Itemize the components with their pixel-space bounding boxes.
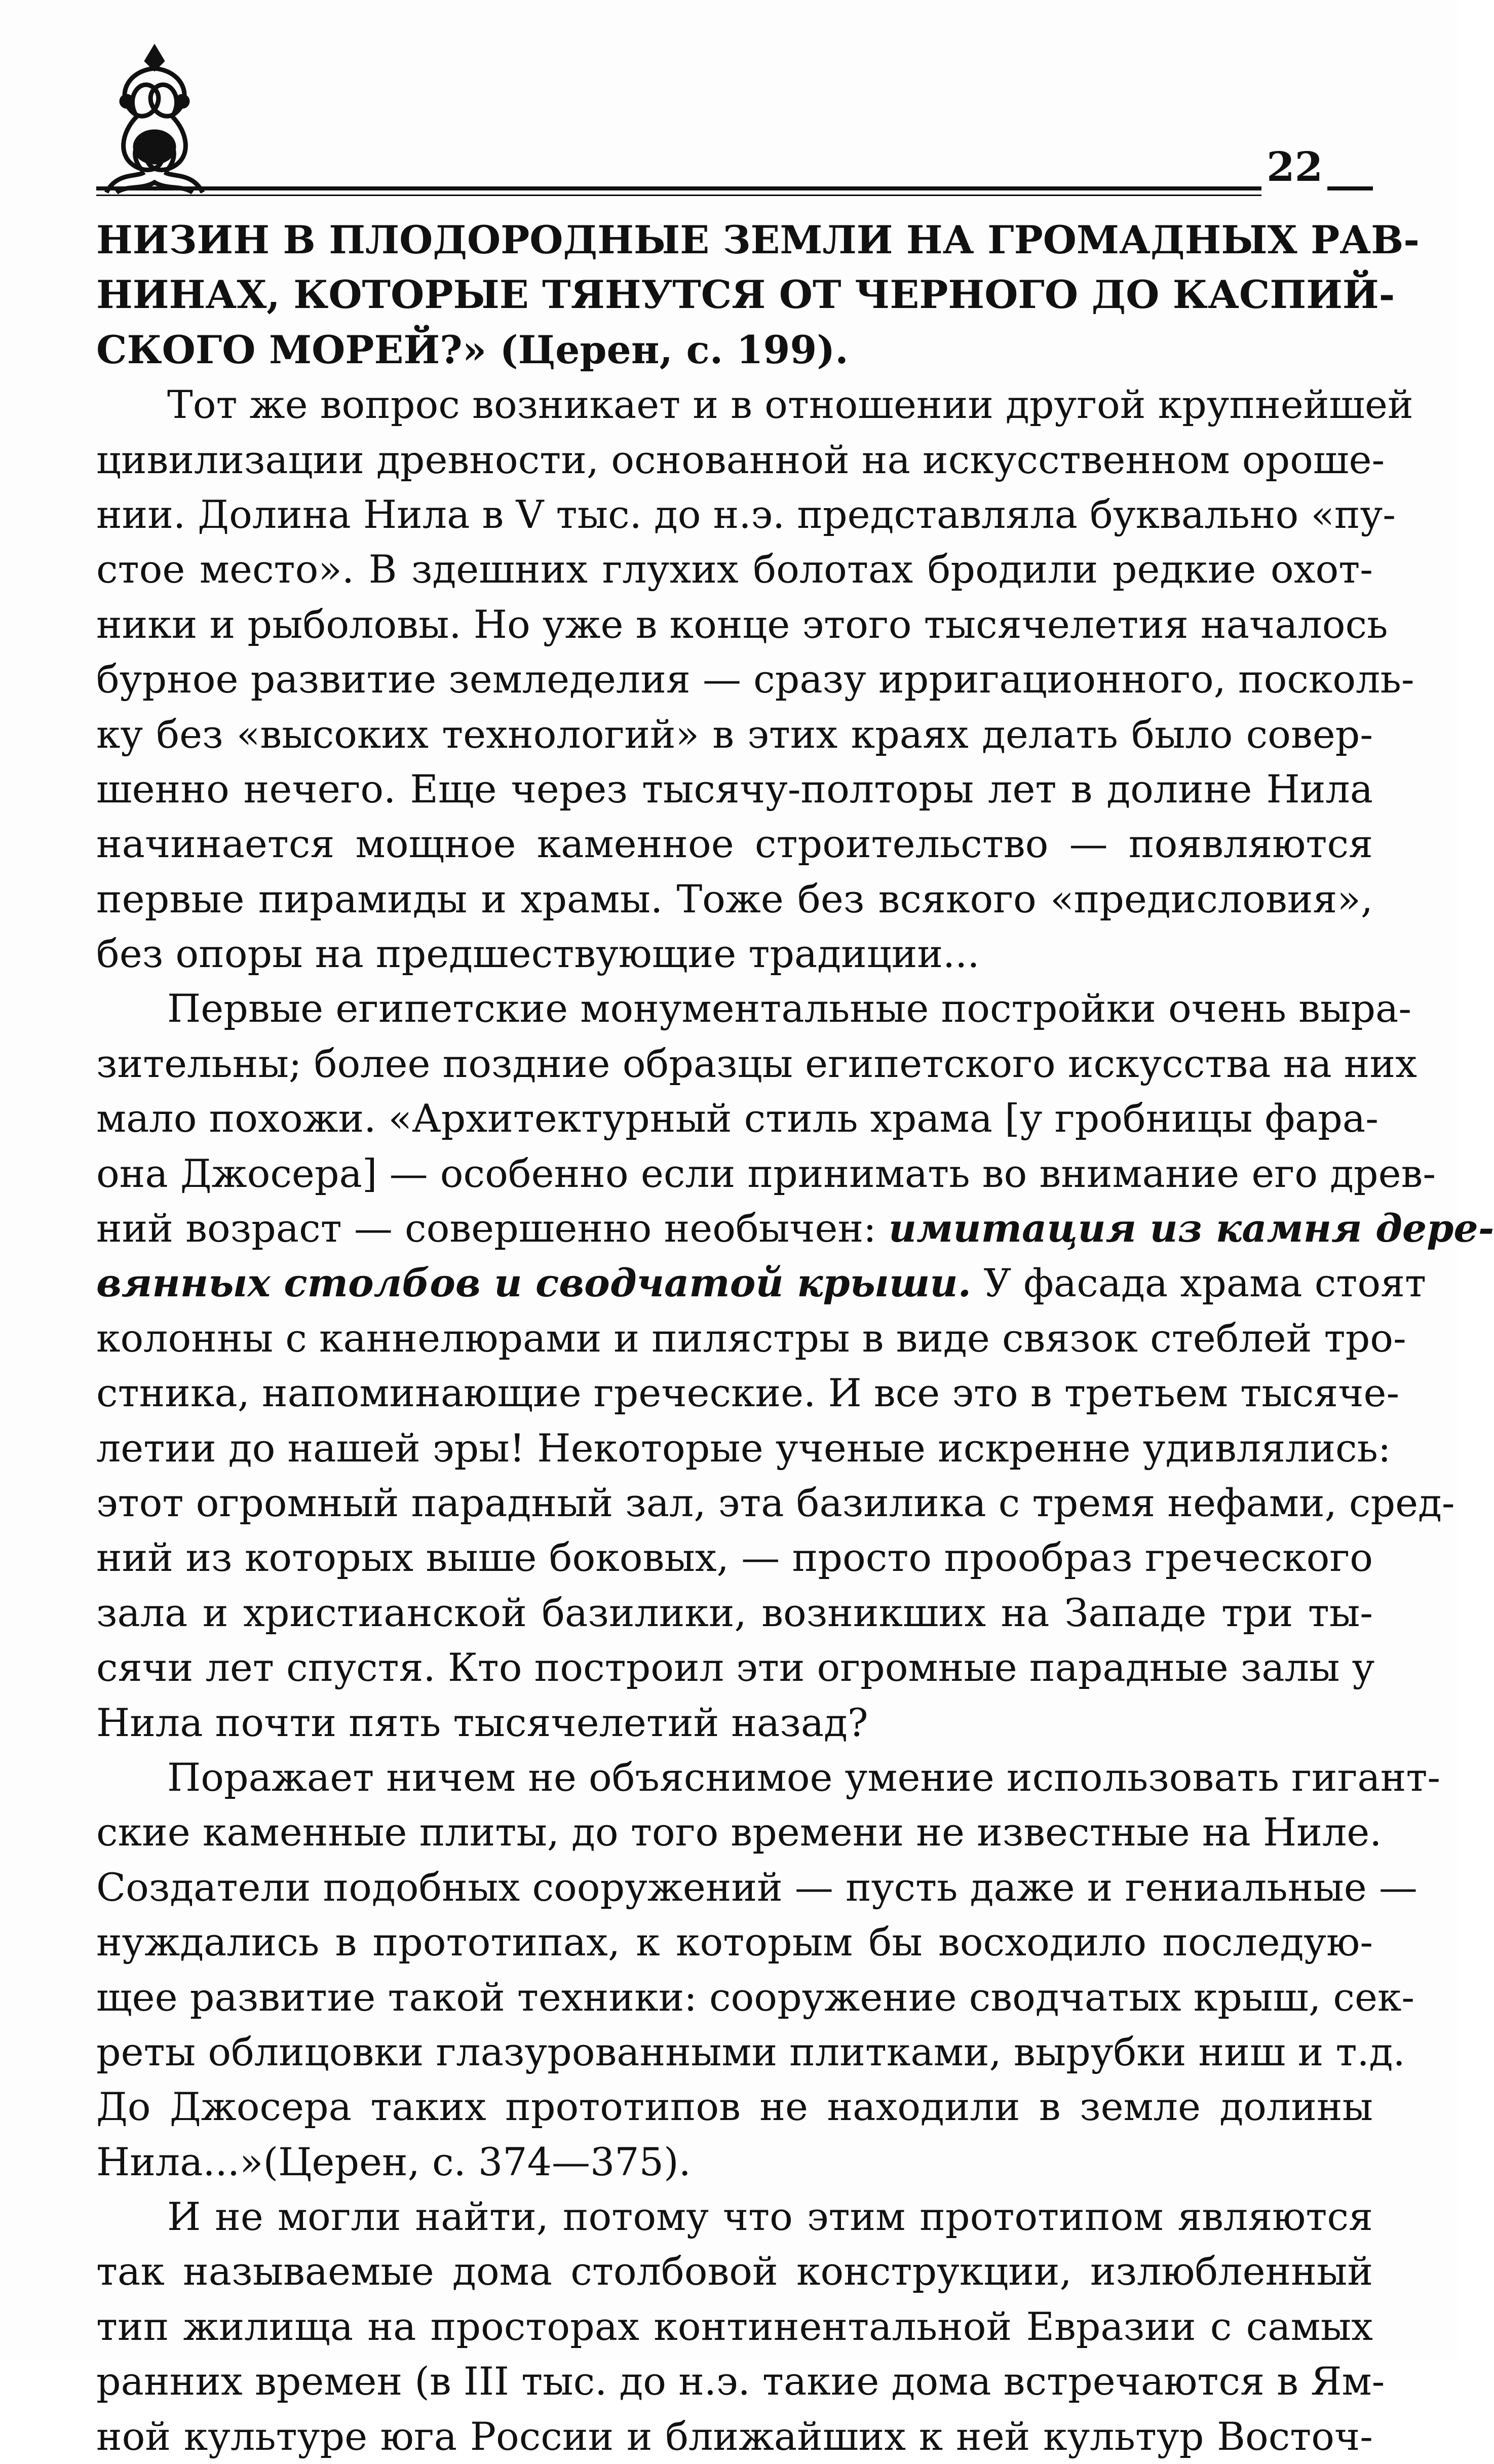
text-segment: ранних времен (в III тыс. до н.э. такие дома встречаются в Ям- bbox=[96, 2359, 1385, 2404]
text-segment: НИНАХ, КОТОРЫЕ ТЯНУТСЯ ОТ ЧЕРНОГО ДО КАСПИЙ- bbox=[96, 272, 1395, 318]
text-line bbox=[96, 2299, 1373, 2354]
text-line bbox=[96, 1256, 1427, 1311]
text-segment: стое место». В здешних глухих болотах бродили редкие охот- bbox=[96, 547, 1373, 592]
text-segment: ний из которых выше боковых, — просто прообраз греческого bbox=[96, 1535, 1373, 1581]
text-segment: ские каменные плиты, до того времени не известные на Ниле. bbox=[96, 1809, 1382, 1855]
text-segment: сячи лет спустя. Кто построил эти огромные парадные залы у bbox=[96, 1645, 1375, 1690]
text-line bbox=[96, 433, 1385, 487]
text-segment: зительны; более поздние образцы египетского искусства на них bbox=[96, 1041, 1417, 1086]
text-segment: ной культуре юга России и ближайших к ней культур Восточ- bbox=[96, 2413, 1373, 2459]
text-line bbox=[96, 1036, 1417, 1091]
text-segment: нии. Долина Нила в V тыс. до н.э. представляла буквально «пу- bbox=[96, 491, 1396, 537]
text-segment: зала и христианской базилики, возникших на Западе три ты- bbox=[96, 1590, 1373, 1635]
text-segment: ний возраст — совершенно необычен: bbox=[96, 1206, 889, 1251]
text-line bbox=[96, 2025, 1405, 2080]
text-line bbox=[96, 1970, 1415, 2025]
text-segment: начинается мощное каменное строительство — появляются bbox=[96, 821, 1373, 867]
text-segment: ники и рыболовы. Но уже в конце этого тысячелетия началось bbox=[96, 601, 1388, 647]
text-line bbox=[96, 1860, 1418, 1915]
text-segment: И не могли найти, потому что этим прототипом являются bbox=[167, 2194, 1373, 2240]
text-segment: Первые египетские монументальные постройки очень выра- bbox=[167, 986, 1412, 1031]
text-segment: До Джосера таких прототипов не находили в земле долины bbox=[96, 2084, 1373, 2130]
celtic-knot-ornament-icon bbox=[96, 41, 213, 203]
text-segment: Нила...»(Церен, с. 374—375). bbox=[96, 2139, 691, 2184]
header-rule-thin bbox=[96, 195, 1261, 196]
text-line bbox=[96, 1805, 1382, 1860]
text-line bbox=[96, 597, 1388, 652]
text-line bbox=[96, 762, 1373, 817]
text-line bbox=[96, 1311, 1406, 1366]
text-segment: Поражает ничем не объяснимое умение использовать гигант- bbox=[167, 1754, 1441, 1800]
text-line bbox=[96, 267, 1395, 322]
body-text bbox=[96, 213, 1494, 2464]
text-segment: ку без «высоких технологий» в этих краях делать было совер- bbox=[96, 711, 1373, 757]
text-line bbox=[96, 707, 1373, 762]
text-line bbox=[96, 1696, 1373, 1750]
text-line bbox=[96, 1421, 1391, 1476]
text-segment: она Джосера] — особенно если принимать во внимание его древ- bbox=[96, 1150, 1436, 1196]
text-segment: летии до нашей эры! Некоторые ученые искренне удивлялись: bbox=[96, 1425, 1391, 1471]
text-segment: так называемые дома столбовой конструкции, излюбленный bbox=[96, 2249, 1373, 2294]
text-line bbox=[96, 2354, 1385, 2409]
text-line bbox=[96, 1091, 1378, 1146]
text-line bbox=[96, 542, 1373, 597]
text-line bbox=[96, 2080, 1373, 2134]
text-line bbox=[96, 1750, 1441, 1805]
text-line bbox=[96, 652, 1414, 707]
text-line bbox=[96, 927, 1373, 981]
text-segment: тип жилища на просторах континентальной Евразии с самых bbox=[96, 2303, 1373, 2349]
text-line bbox=[96, 872, 1373, 927]
page-number: 22 bbox=[1267, 143, 1323, 190]
text-segment: бурное развитие земледелия — сразу ирригационного, посколь- bbox=[96, 657, 1414, 702]
text-line bbox=[96, 1366, 1400, 1420]
text-line bbox=[96, 1201, 1494, 1256]
text-line bbox=[96, 1530, 1373, 1585]
text-line bbox=[96, 1476, 1455, 1530]
text-segment: реты облицовки глазурованными плитками, вырубки ниш и т.д. bbox=[96, 2029, 1405, 2074]
text-segment: У фасада храма стоят bbox=[971, 1260, 1427, 1306]
text-segment: Нила почти пять тысячелетий назад? bbox=[96, 1700, 868, 1745]
text-segment: щее развитие такой техники: сооружение сводчатых крыш, сек- bbox=[96, 1974, 1415, 2020]
text-segment: НИЗИН В ПЛОДОРОДНЫЕ ЗЕМЛИ НА ГРОМАДНЫХ РАВ- bbox=[96, 217, 1420, 262]
emphasized-text: имитация из камня дере- bbox=[888, 1206, 1494, 1251]
text-line bbox=[96, 1146, 1436, 1201]
text-line bbox=[96, 2189, 1373, 2244]
text-line bbox=[96, 377, 1413, 432]
header-rule-right bbox=[1327, 186, 1373, 190]
text-segment: колонны с каннелюрами и пилястры в виде связок стеблей тро- bbox=[96, 1315, 1406, 1361]
text-line bbox=[96, 1915, 1373, 1970]
text-line bbox=[96, 2244, 1373, 2299]
text-segment: шенно нечего. Еще через тысячу-полторы лет в долине Нила bbox=[96, 766, 1373, 812]
text-line bbox=[96, 1586, 1373, 1640]
text-line bbox=[96, 323, 1373, 377]
text-segment: цивилизации древности, основанной на искусственном ороше- bbox=[96, 437, 1385, 482]
header-rule bbox=[96, 186, 1261, 190]
text-segment: мало похожи. «Архитектурный стиль храма [у гробницы фара- bbox=[96, 1096, 1378, 1141]
text-segment: Тот же вопрос возникает и в отношении другой крупнейшей bbox=[167, 382, 1413, 428]
text-segment: нуждались в прототипах, к которым бы восходило последую- bbox=[96, 1919, 1373, 1965]
text-line bbox=[96, 1640, 1373, 1695]
text-segment: без опоры на предшествующие традиции... bbox=[96, 931, 980, 977]
text-line bbox=[96, 2409, 1373, 2464]
text-segment: стника, напоминающие греческие. И все это в третьем тысяче- bbox=[96, 1370, 1400, 1416]
text-line bbox=[96, 487, 1396, 542]
emphasized-text: вянных столбов и сводчатой крыши. bbox=[96, 1260, 972, 1306]
text-segment: Создатели подобных сооружений — пусть даже и гениальные — bbox=[96, 1864, 1418, 1910]
text-segment: этот огромный парадный зал, эта базилика с тремя нефами, сред- bbox=[96, 1480, 1455, 1525]
text-segment: первые пирамиды и храмы. Тоже без всякого «предисловия», bbox=[96, 876, 1373, 921]
page-header bbox=[96, 41, 1373, 208]
text-line bbox=[96, 2135, 1373, 2189]
text-segment: СКОГО МОРЕЙ?» (Церен, с. 199). bbox=[96, 327, 849, 372]
text-line bbox=[96, 213, 1420, 267]
text-line bbox=[96, 981, 1412, 1036]
text-line bbox=[96, 817, 1373, 871]
